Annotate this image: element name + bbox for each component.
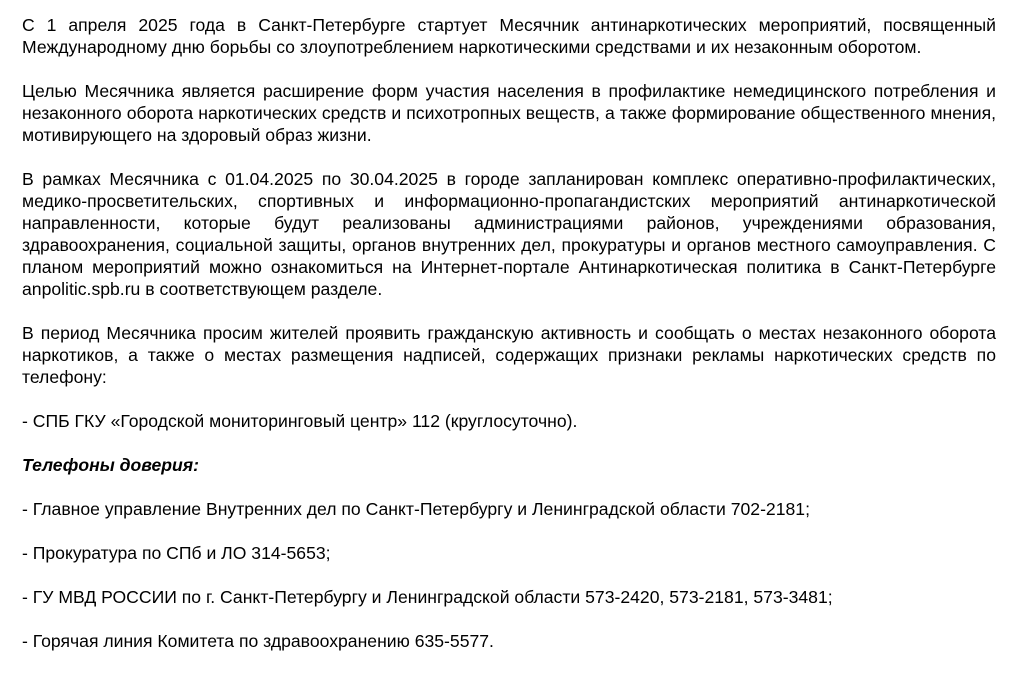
hotline-item-mvd: - ГУ МВД РОССИИ по г. Санкт-Петербургу и Ленинградской области 573-2420, 573-2181, 573-3481; bbox=[22, 587, 833, 607]
hotlines-list bbox=[22, 498, 996, 652]
hotlines-heading: Телефоны доверия: bbox=[22, 455, 199, 475]
paragraph-goal: Целью Месячника является расширение форм участия населения в профилактике немедицинского потребления и незаконного оборота наркотических средств и психотропных веществ, а также формирование общественного мнения, мотивирующего на здоровый образ жизни. bbox=[22, 81, 996, 145]
monitoring-center-line: - СПБ ГКУ «Городской мониторинговый центр» 112 (круглосуточно). bbox=[22, 411, 578, 431]
hotline-item-police: - Главное управление Внутренних дел по Санкт-Петербургу и Ленинградской области 702-2181; bbox=[22, 499, 810, 519]
hotline-item-health: - Горячая линия Комитета по здравоохранению 635-5577. bbox=[22, 631, 494, 651]
paragraph-plan: В рамках Месячника с 01.04.2025 по 30.04.2025 в городе запланирован комплекс оперативно-профилактических, медико-просветительских, спортивных и информационно-пропагандистских мероприятий антинаркотической направленности, которые будут реализованы администрациями районов, учреждениями образования, здравоохранения, социальной защиты, органов внутренних дел, прокуратуры и органов местного самоуправления. С планом мероприятий можно ознакомиться на Интернет-портале Антинаркотическая политика в Санкт-Петербурге anpolitic.spb.ru в соответствующем разделе. bbox=[22, 169, 996, 299]
paragraph-intro: С 1 апреля 2025 года в Санкт-Петербурге стартует Месячник антинаркотических мероприятий, посвященный Международному дню борьбы со злоупотреблением наркотическими средствами и их незаконным оборотом. bbox=[22, 15, 996, 57]
paragraph-appeal: В период Месячника просим жителей проявить гражданскую активность и сообщать о местах незаконного оборота наркотиков, а также о местах размещения надписей, содержащих признаки рекламы наркотических средств по телефону: bbox=[22, 323, 996, 387]
hotline-item-prosecutor: - Прокуратура по СПб и ЛО 314-5653; bbox=[22, 543, 331, 563]
